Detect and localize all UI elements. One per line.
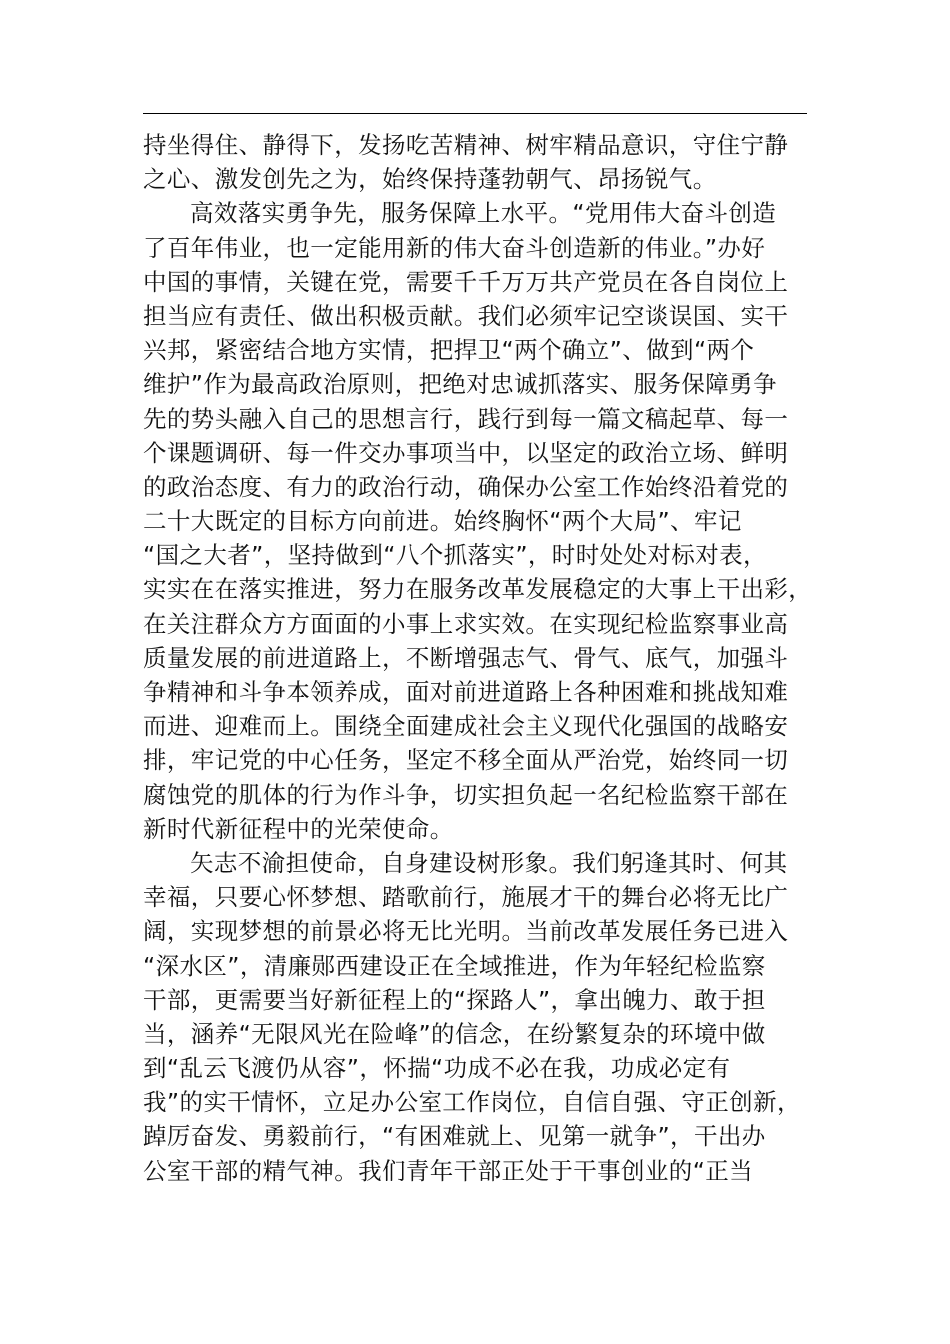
text-line: 排，牢记党的中心任务，坚定不移全面从严治党，始终同一切 <box>143 746 789 775</box>
text-line: 维护”作为最高政治原则，把绝对忠诚抓落实、服务保障勇争 <box>143 370 777 399</box>
text-line: 阔，实现梦想的前景必将无比光明。当前改革发展任务已进入 <box>143 917 789 946</box>
text-line: 我”的实干情怀，立足办公室工作岗位，自信自强、守正创新， <box>143 1088 801 1117</box>
text-line: 而进、迎难而上。围绕全面建成社会主义现代化强国的战略安 <box>143 712 789 741</box>
text-line: 的政治态度、有力的政治行动，确保办公室工作始终沿着党的 <box>143 472 789 501</box>
text-line: 干部，更需要当好新征程上的“探路人”，拿出魄力、敢于担 <box>143 985 766 1014</box>
text-line: 新时代新征程中的光荣使命。 <box>143 814 454 843</box>
text-line: “国之大者”，坚持做到“八个抓落实”，时时处处对标对表， <box>143 541 767 570</box>
paragraph-first-line: 高效落实勇争先，服务保障上水平。“党用伟大奋斗创造 <box>190 199 777 228</box>
text-line: 公室干部的精气神。我们青年干部正处于干事创业的“正当 <box>143 1156 754 1185</box>
header-rule <box>143 113 807 114</box>
text-line: 争精神和斗争本领养成，面对前进道路上各种困难和挑战知难 <box>143 678 789 706</box>
text-line: 质量发展的前进道路上，不断增强志气、骨气、底气，加强斗 <box>143 643 789 672</box>
text-line: 担当应有责任、做出积极贡献。我们必须牢记空谈误国、实干 <box>143 301 789 330</box>
text-line: 腐蚀党的肌体的行为作斗争，切实担负起一名纪检监察干部在 <box>143 780 789 809</box>
text-line: 持坐得住、静得下，发扬吃苦精神、树牢精品意识，守住宁静 <box>143 131 789 159</box>
text-line: 当，涵养“无限风光在险峰”的信念，在纷繁复杂的环境中做 <box>143 1019 766 1048</box>
text-line: 了百年伟业，也一定能用新的伟大奋斗创造新的伟业。”办好 <box>143 233 766 262</box>
text-line: 之心、激发创先之为，始终保持蓬勃朝气、昂扬锐气。 <box>143 165 717 194</box>
text-line: 幸福，只要心怀梦想、踏歌前行，施展才干的舞台必将无比广 <box>143 883 789 912</box>
text-line: 在关注群众方方面面的小事上求实效。在实现纪检监察事业高 <box>143 609 789 638</box>
text-line: “深水区”，清廉郧西建设正在全域推进，作为年轻纪检监察 <box>143 951 766 980</box>
text-line: 实实在在落实推进，努力在服务改革发展稳定的大事上干出彩， <box>143 575 813 604</box>
paragraph-first-line: 矢志不渝担使命，自身建设树形象。我们躬逢其时、何其 <box>190 848 788 877</box>
text-line: 个课题调研、每一件交办事项当中，以坚定的政治立场、鲜明 <box>143 438 789 467</box>
text-line: 先的势头融入自己的思想言行，践行到每一篇文稿起草、每一 <box>143 404 789 433</box>
text-line: 踔厉奋发、勇毅前行，“有困难就上、见第一就争”，干出办 <box>143 1122 766 1151</box>
text-line: 二十大既定的目标方向前进。始终胸怀“两个大局”、牢记 <box>143 507 742 536</box>
text-line: 到“乱云飞渡仍从容”，怀揣“功成不必在我，功成必定有 <box>143 1054 731 1083</box>
text-line: 中国的事情，关键在党，需要千千万万共产党员在各自岗位上 <box>143 267 789 296</box>
document-body <box>143 128 815 1188</box>
text-line: 兴邦，紧密结合地方实情，把捍卫“两个确立”、做到“两个 <box>143 336 755 365</box>
